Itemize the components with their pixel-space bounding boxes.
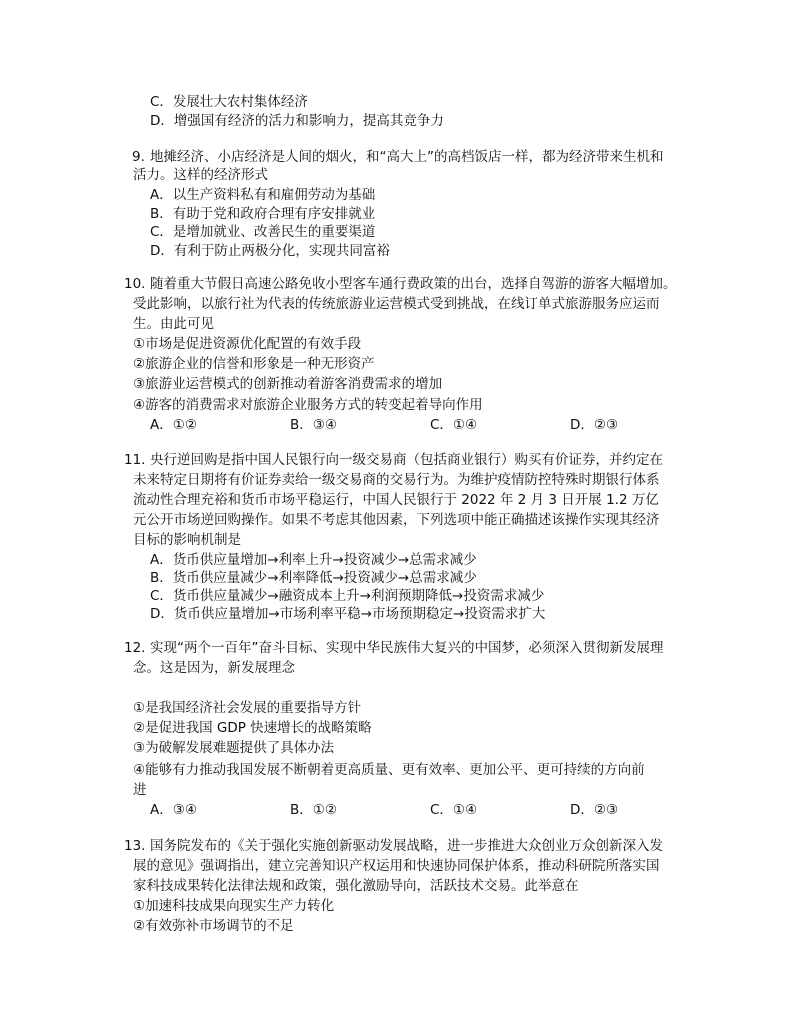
q9-option-b: B．有助于党和政府合理有序安排就业	[150, 206, 376, 222]
q12-statement-2: ②是促进我国 GDP 快速增长的战略策略	[133, 720, 372, 736]
q11-option-b: B．货币供应量减少→利率降低→投资减少→总需求减少	[150, 570, 477, 586]
q11-stem-line: 未来特定日期将有价证券卖给一级交易商的交易行为。为维护疫情防控特殊时期银行体系	[133, 472, 660, 488]
q9-stem-line: 活力。这样的经济形式	[133, 167, 268, 183]
q12-option-a: A．③④	[150, 802, 197, 818]
q11-option-a: A．货币供应量增加→利率上升→投资减少→总需求减少	[150, 552, 477, 568]
q10-option-b: B．③④	[290, 417, 337, 433]
q13-statement-2: ②有效弥补市场调节的不足	[133, 918, 294, 934]
q10-statement-1: ①市场是促进资源优化配置的有效手段	[133, 336, 362, 352]
q13-stem-line: 展的意见》强调指出，建立完善知识产权运用和快速协同保护体系，推动科研院所落实国	[133, 858, 660, 874]
q12-option-b: B．①②	[290, 802, 337, 818]
q9-option-c: C．是增加就业、改善民生的重要渠道	[150, 224, 376, 240]
q10-stem-line: 受此影响，以旅行社为代表的传统旅游业运营模式受到挑战，在线订单式旅游服务应运而	[133, 296, 660, 312]
q12-stem-line: 实现“两个一百年”奋斗目标、实现中华民族伟大复兴的中国梦，必须深入贯彻新发展理	[150, 640, 664, 656]
q12-statement-1: ①是我国经济社会发展的重要指导方针	[133, 700, 362, 716]
q11-number: 11.	[124, 452, 146, 468]
q10-option-c: C．①④	[430, 417, 478, 433]
q9-stem-line: 地摊经济、小店经济是人间的烟火，和“高大上”的高档饭店一样，都为经济带来生机和	[150, 149, 664, 165]
q13-stem-line: 家科技成果转化法律法规和政策，强化激励导向，活跃技术交易。此举意在	[133, 878, 579, 894]
q10-option-d: D．②③	[570, 417, 619, 433]
q10-number: 10.	[124, 276, 146, 292]
q10-stem-line: 随着重大节假日高速公路免收小型客车通行费政策的出台，选择自驾游的游客大幅增加。	[150, 276, 677, 292]
q9-number: 9.	[132, 149, 145, 165]
q12-statement-4-cont: 进	[133, 782, 147, 798]
q11-stem-line: 目标的影响机制是	[133, 532, 241, 548]
q11-option-d: D．货币供应量增加→市场利率平稳→市场预期稳定→投资需求扩大	[150, 606, 546, 622]
q12-number: 12.	[124, 640, 146, 656]
q9-option-a: A．以生产资料私有和雇佣劳动为基础	[150, 187, 376, 203]
q13-stem-line: 国务院发布的《关于强化实施创新驱动发展战略，进一步推进大众创业万众创新深入发	[150, 838, 663, 854]
q11-stem-line: 央行逆回购是指中国人民银行向一级交易商（包括商业银行）购买有价证券，并约定在	[150, 452, 663, 468]
q11-option-c: C．货币供应量减少→融资成本上升→利润预期降低→投资需求减少	[150, 588, 545, 604]
q11-stem-line: 元公开市场逆回购操作。如果不考虑其他因素，下列选项中能正确描述该操作实现其经济	[133, 512, 660, 528]
q9-option-d: D．有利于防止两极分化，实现共同富裕	[150, 243, 390, 259]
q10-statement-2: ②旅游企业的信誉和形象是一种无形资产	[133, 356, 375, 372]
q8-option-d: D．增强国有经济的活力和影响力，提高其竞争力	[150, 113, 444, 129]
q10-stem-line: 生。由此可见	[133, 316, 214, 332]
q12-option-c: C．①④	[430, 802, 478, 818]
q12-statement-4: ④能够有力推动我国发展不断朝着更高质量、更有效率、更加公平、更可持续的方向前	[133, 762, 645, 778]
q11-stem-line: 流动性合理充裕和货币市场平稳运行，中国人民银行于 2022 年 2 月 3 日开展 1.2 万亿	[133, 492, 659, 508]
q10-statement-4: ④游客的消费需求对旅游企业服务方式的转变起着导向作用	[133, 397, 483, 413]
q13-number: 13.	[124, 838, 146, 854]
q12-statement-3: ③为破解发展难题提供了具体办法	[133, 740, 335, 756]
q13-statement-1: ①加速科技成果向现实生产力转化	[133, 898, 335, 914]
q10-statement-3: ③旅游业运营模式的创新推动着游客消费需求的增加	[133, 376, 443, 392]
q8-option-c: C．发展壮大农村集体经济	[150, 94, 308, 110]
q12-stem-line: 念。这是因为，新发展理念	[133, 660, 295, 676]
q12-option-d: D．②③	[570, 802, 619, 818]
q10-option-a: A．①②	[150, 417, 197, 433]
